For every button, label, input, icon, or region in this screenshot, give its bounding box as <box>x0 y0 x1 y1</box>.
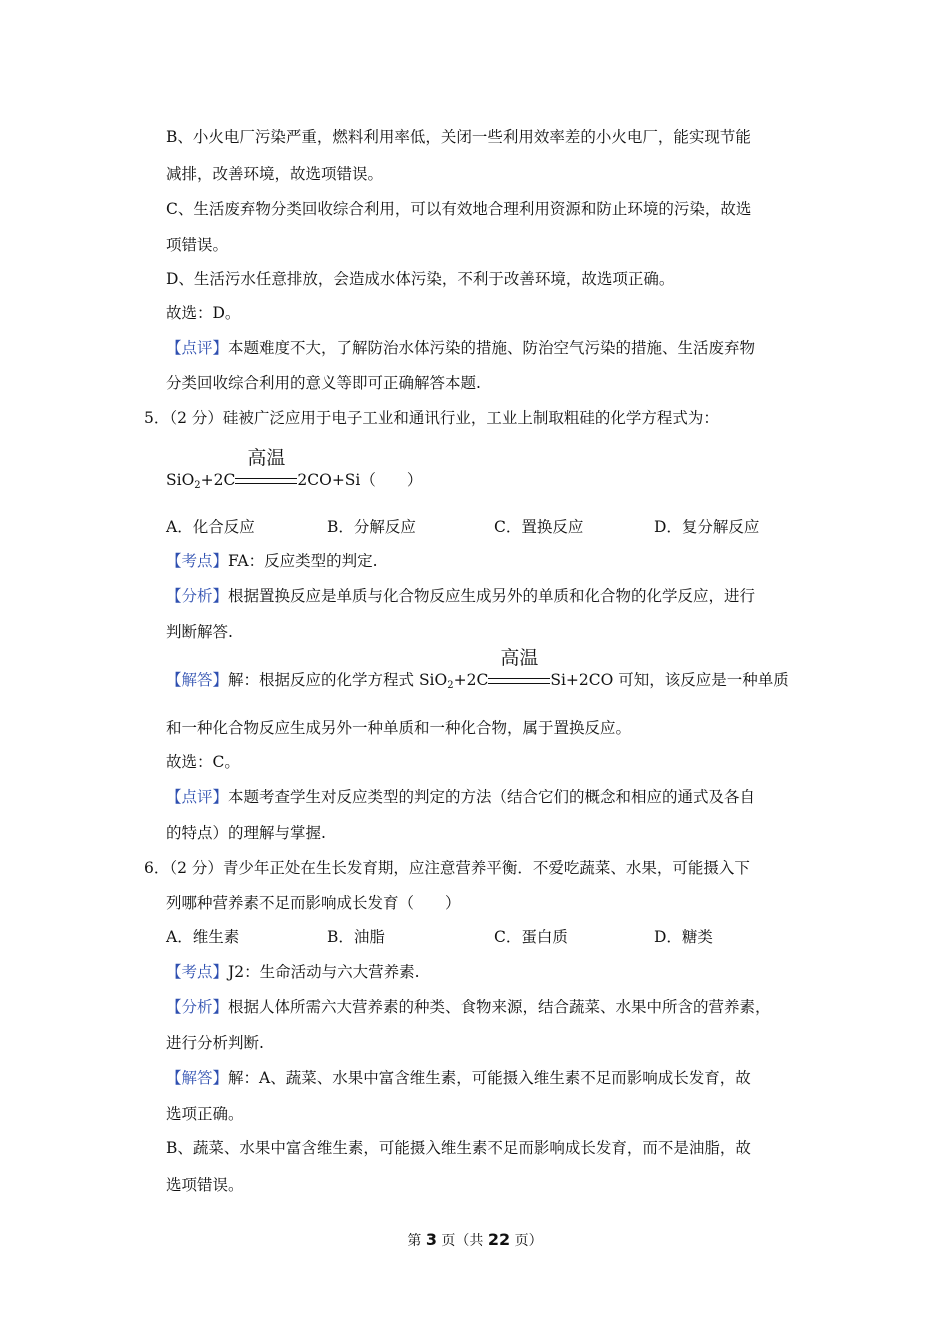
q5-fenxi-line1 <box>166 586 755 606</box>
q6-fenxi-line2: 进行分析判断. <box>166 1034 264 1052</box>
q5-review-text: 本题考查学生对反应类型的判定的方法（结合它们的概念和相应的通式及各自 <box>228 788 756 806</box>
q5-equation <box>166 447 423 491</box>
double-line-icon <box>488 678 550 684</box>
q5-option-b: B．分解反应 <box>327 518 416 536</box>
kaodian-tag: 【考点】 <box>166 552 229 570</box>
eq-reactant-c: +2C <box>453 671 489 689</box>
q5-kaodian <box>166 551 378 571</box>
q4-review-text: 本题难度不大，了解防治水体污染的措施、防治空气污染的措施、生活废弃物 <box>228 339 756 357</box>
q6-jieda-line2: 选项正确。 <box>166 1105 244 1123</box>
reaction-condition: 高温 <box>247 447 286 469</box>
page-footer <box>0 1230 950 1250</box>
total-pages: 22 <box>487 1230 511 1249</box>
review-tag: 【点评】 <box>166 339 229 357</box>
q6-option-b: B．油脂 <box>327 928 385 946</box>
q6-stem-text: （2 分）青少年正处在生长发育期，应注意营养平衡．不爱吃蔬菜、水果，可能摄入下 <box>169 859 750 877</box>
q6-fenxi-line1 <box>166 997 771 1017</box>
q5-jieda-text: 解：根据反应的化学方程式 SiO <box>228 671 448 689</box>
reaction-condition: 高温 <box>500 647 539 669</box>
q5-review-line1 <box>166 787 755 807</box>
q5-kaodian-text: FA：反应类型的判定. <box>228 552 378 570</box>
q6-option-b-line1: B、蔬菜、水果中富含维生素，可能摄入维生素不足而影响成长发育，而不是油脂，故 <box>166 1139 751 1157</box>
q6-option-c: C．蛋白质 <box>494 928 568 946</box>
kaodian-tag: 【考点】 <box>166 963 229 981</box>
q4-review-line1 <box>166 338 755 358</box>
q6-kaodian-text: J2：生命活动与六大营养素. <box>228 963 420 981</box>
q5-option-d: D．复分解反应 <box>654 518 760 536</box>
q5-fenxi-text: 根据置换反应是单质与化合物反应生成另外的单质和化合物的化学反应，进行 <box>228 587 756 605</box>
q6-kaodian <box>166 962 420 982</box>
q5-fenxi-line2: 判断解答. <box>166 623 233 641</box>
q4-review-line2: 分类回收综合利用的意义等即可正确解答本题. <box>166 374 481 392</box>
q5-option-a: A．化合反应 <box>166 518 255 536</box>
q5-stem-text: （2 分）硅被广泛应用于电子工业和通讯行业，工业上制取粗硅的化学方程式为： <box>169 409 719 427</box>
q6-fenxi-text: 根据人体所需六大营养素的种类、食物来源，结合蔬菜、水果中所含的营养素， <box>228 998 771 1016</box>
eq-products: 2CO+Si（ ） <box>297 471 423 489</box>
jieda-tag: 【解答】 <box>166 1069 229 1087</box>
eq-subscript: 2 <box>194 480 201 491</box>
eq-subscript: 2 <box>447 680 454 691</box>
q5-jieda-line2: 和一种化合物反应生成另外一种单质和一种化合物，属于置换反应。 <box>166 719 632 737</box>
q4-option-c-line1: C、生活废弃物分类回收综合利用，可以有效地合理利用资源和防止环境的污染，故选 <box>166 200 752 218</box>
q4-option-d-line: D、生活污水任意排放，会造成水体污染，不利于改善环境，故选项正确。 <box>166 270 675 288</box>
q6-option-b-line2: 选项错误。 <box>166 1176 244 1194</box>
q5-answer-choice: 故选：C。 <box>166 753 240 771</box>
reaction-arrow <box>235 447 297 490</box>
q5-option-c: C．置换反应 <box>494 518 584 536</box>
q6-option-a: A．维生素 <box>166 928 240 946</box>
q4-answer-choice: 故选：D。 <box>166 304 241 322</box>
double-line-icon <box>235 478 297 484</box>
footer-middle: 页（共 <box>436 1233 488 1249</box>
q6-jieda-text: 解：A、蔬菜、水果中富含维生素，可能摄入维生素不足而影响成长发育，故 <box>228 1069 751 1087</box>
jieda-tag: 【解答】 <box>166 671 229 689</box>
review-tag: 【点评】 <box>166 788 229 806</box>
eq-reactant: SiO <box>166 471 195 489</box>
fenxi-tag: 【分析】 <box>166 587 229 605</box>
reaction-arrow <box>488 647 550 690</box>
page-number: 3 <box>425 1230 437 1249</box>
q6-stem-line1 <box>144 858 750 878</box>
q6-number: 6． <box>144 859 170 877</box>
q5-number: 5． <box>144 409 170 427</box>
q6-jieda-line1 <box>166 1068 751 1088</box>
q5-jieda-text-end: Si+2CO 可知，该反应是一种单质 <box>550 671 789 689</box>
footer-suffix: 页） <box>510 1233 543 1249</box>
q6-option-d: D．糖类 <box>654 928 713 946</box>
q4-option-b-line2: 减排，改善环境，故选项错误。 <box>166 165 384 183</box>
q4-option-c-line2: 项错误。 <box>166 236 229 254</box>
q6-stem-line2: 列哪种营养素不足而影响成长发育（ ） <box>166 894 461 912</box>
q4-option-b-line1: B、小火电厂污染严重，燃料利用率低，关闭一些利用效率差的小火电厂，能实现节能 <box>166 128 751 146</box>
fenxi-tag: 【分析】 <box>166 998 229 1016</box>
eq-reactant-c: +2C <box>200 471 236 489</box>
q5-jieda-line1 <box>166 647 789 691</box>
footer-prefix: 第 <box>407 1233 426 1249</box>
q5-review-line2: 的特点）的理解与掌握. <box>166 824 326 842</box>
q5-stem <box>144 408 719 428</box>
